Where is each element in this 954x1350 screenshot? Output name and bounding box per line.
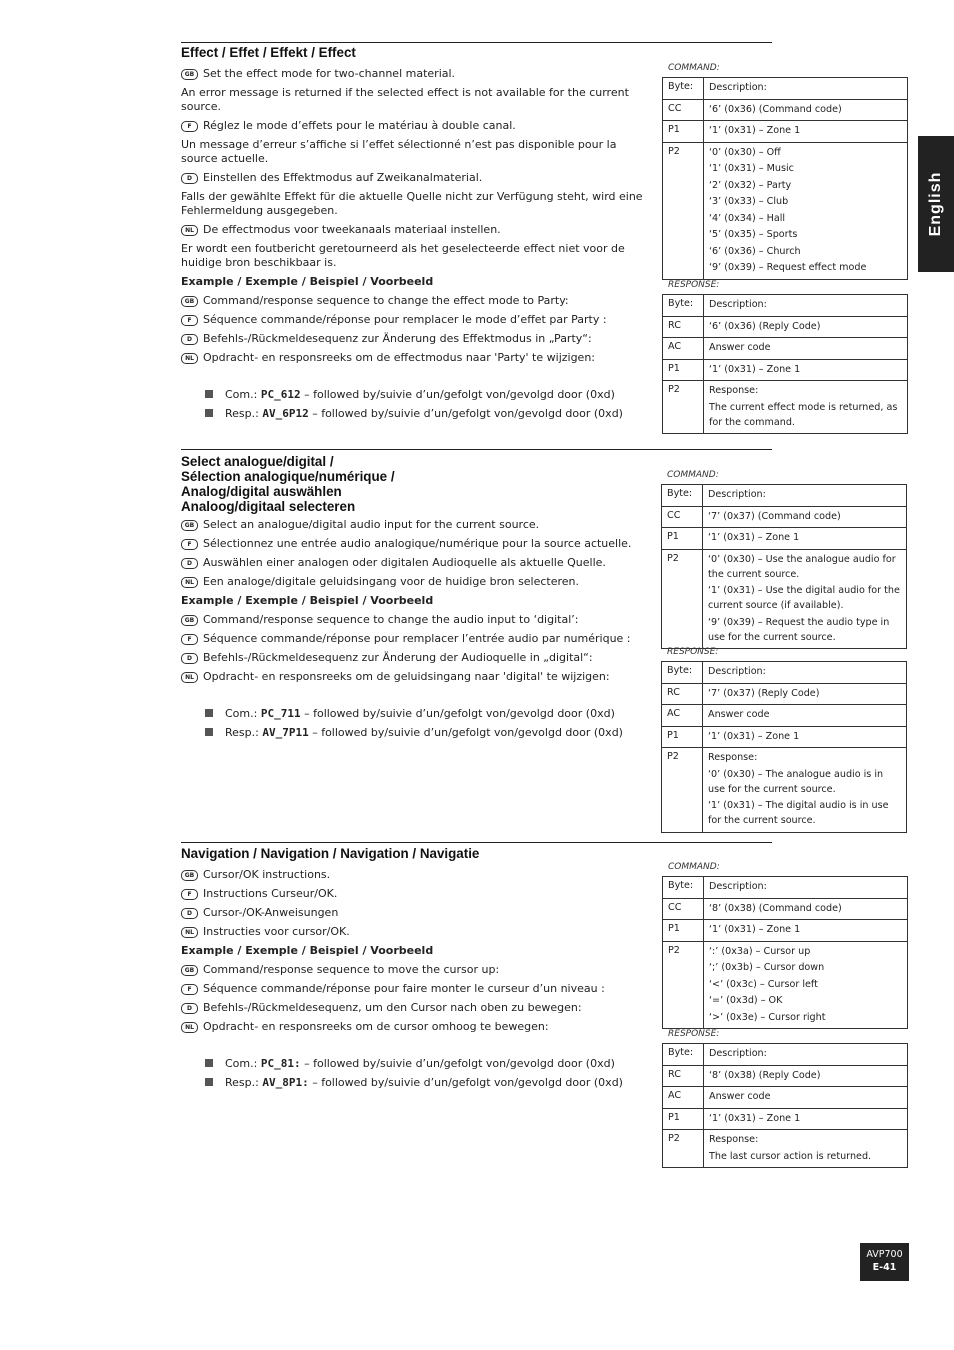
example-line <box>181 1020 656 1034</box>
description-line: Response: <box>709 385 759 396</box>
com-code: PC_612 <box>260 388 301 401</box>
description-line: ‘2’ (0x32) – Party <box>709 179 792 191</box>
command-caption: COMMAND: <box>668 862 720 872</box>
description-line: ‘4’ (0x34) – Hall <box>709 212 786 224</box>
description-line: ‘1’ (0x31) – The digital audio is in use for the current source. <box>708 800 889 826</box>
byte-cell: P1 <box>662 528 703 550</box>
description-line: ‘6’ (0x36) (Command code) <box>709 103 842 115</box>
description-line: ‘0’ (0x30) – The analogue audio is in use for the current source. <box>708 768 884 795</box>
command-caption: COMMAND: <box>668 63 720 73</box>
response-caption: RESPONSE: <box>668 1029 720 1039</box>
language-tab-label: English <box>927 171 944 237</box>
model-name: AVP700 <box>866 1249 903 1260</box>
description-cell <box>704 338 908 360</box>
description-line: The current effect mode is returned, as for the command. <box>709 401 898 428</box>
description-cell <box>703 705 907 727</box>
description-line: Answer code <box>709 342 771 353</box>
description-line: ‘6’ (0x36) (Reply Code) <box>709 320 821 332</box>
table-row <box>663 359 908 381</box>
section-effect <box>181 42 772 60</box>
com-label: Com.: <box>225 707 258 720</box>
byte-cell: P1 <box>663 1108 704 1130</box>
title-line: Sélection analogique/numérique / <box>181 469 395 484</box>
description-cell <box>704 359 908 381</box>
description-line: Answer code <box>708 709 770 720</box>
description-line: ‘<’ (0x3c) – Cursor left <box>709 978 818 990</box>
para-text: Set the effect mode for two-channel material. <box>203 67 456 80</box>
description-cell <box>704 1108 908 1130</box>
byte-cell: Byte: <box>663 877 704 899</box>
description-line: ‘=’ (0x3d) – OK <box>709 995 783 1006</box>
table-row <box>662 485 907 507</box>
byte-cell: P1 <box>662 726 703 748</box>
example-line <box>181 963 656 977</box>
byte-cell: CC <box>663 898 704 920</box>
description-line: ‘5’ (0x35) – Sports <box>709 229 798 240</box>
flag-d-icon: D <box>181 173 198 184</box>
description-cell <box>703 662 907 684</box>
table-row <box>663 295 908 317</box>
com-label: Com.: <box>225 1057 258 1070</box>
description-line: ‘>’ (0x3e) – Cursor right <box>709 1011 826 1023</box>
description-line: ‘8’ (0x38) (Reply Code) <box>709 1069 821 1081</box>
description-line: ‘8’ (0x38) (Command code) <box>709 902 842 914</box>
bullet-square-icon <box>205 728 213 736</box>
example-text: Befehls-/Rückmeldesequenz zur Änderung der Audioquelle in „digital“: <box>203 651 593 664</box>
para-text: Einstellen des Effektmodus auf Zweikanalmaterial. <box>203 171 483 184</box>
para-text: Select an analogue/digital audio input for the current source. <box>203 518 540 531</box>
resp-label: Resp.: <box>225 407 259 420</box>
description-line: ‘7’ (0x37) (Command code) <box>708 510 841 522</box>
para-text: An error message is returned if the selected effect is not available for the current source. <box>181 86 629 113</box>
response-caption: RESPONSE: <box>667 647 719 657</box>
com-code: PC_711 <box>260 707 301 720</box>
example-heading: Example / Exemple / Beispiel / Voorbeeld <box>181 275 434 288</box>
byte-cell: P2 <box>663 142 704 279</box>
para-text: Sélectionnez une entrée audio analogique/numérique pour la source actuelle. <box>203 537 632 550</box>
example-line <box>181 651 656 665</box>
command-table <box>661 484 907 649</box>
page-number-box <box>860 1243 909 1281</box>
table-row <box>663 142 908 279</box>
description-line: ‘0’ (0x30) – Off <box>709 146 781 158</box>
description-line: Response: <box>708 752 758 763</box>
description-cell <box>703 549 907 649</box>
description-cell <box>703 485 907 507</box>
byte-cell: P1 <box>663 121 704 143</box>
description-line: ‘:’ (0x3a) – Cursor up <box>709 945 811 957</box>
para <box>181 887 656 901</box>
para-text: Instructions Curseur/OK. <box>203 887 338 900</box>
byte-cell: CC <box>662 506 703 528</box>
example-text: Opdracht- en responsreeks om de geluidsingang naar 'digital' te wijzigen: <box>203 670 610 683</box>
para <box>181 537 656 551</box>
description-line: ‘7’ (0x37) (Reply Code) <box>708 687 820 699</box>
byte-cell: P2 <box>662 748 703 833</box>
example-text: Séquence commande/réponse pour faire monter le curseur d’un niveau : <box>203 982 605 995</box>
response-table <box>662 294 908 434</box>
byte-cell: Byte: <box>663 1044 704 1066</box>
para <box>181 906 656 920</box>
com-line <box>205 388 656 402</box>
description-line: ‘1’ (0x31) – Zone 1 <box>709 125 801 136</box>
para-text: Instructies voor cursor/OK. <box>203 925 350 938</box>
bullet-square-icon <box>205 1078 213 1086</box>
table-row <box>663 1108 908 1130</box>
com-rest: – followed by/suivie d’un/gefolgt von/gevolgd door (0xd) <box>304 1057 615 1070</box>
flag-gb-icon: GB <box>181 69 198 80</box>
byte-cell: RC <box>663 316 704 338</box>
example-text: Command/response sequence to change the audio input to ‘digital’: <box>203 613 579 626</box>
byte-cell: AC <box>663 338 704 360</box>
description-cell <box>704 121 908 143</box>
description-cell <box>704 142 908 279</box>
command-table-analogue <box>661 470 907 649</box>
resp-label: Resp.: <box>225 1076 259 1089</box>
example-line <box>181 351 656 365</box>
flag-nl-icon: NL <box>181 577 198 588</box>
table-row <box>663 1065 908 1087</box>
byte-cell: RC <box>662 683 703 705</box>
example-line <box>181 332 656 346</box>
flag-nl-icon: NL <box>181 927 198 938</box>
description-cell <box>703 506 907 528</box>
para <box>181 556 656 570</box>
flag-nl-icon: NL <box>181 225 198 236</box>
byte-cell: Byte: <box>662 662 703 684</box>
example-text: Opdracht- en responsreeks om de cursor omhoog te bewegen: <box>203 1020 549 1033</box>
table-row <box>663 338 908 360</box>
resp-rest: – followed by/suivie d’un/gefolgt von/gevolgd door (0xd) <box>312 407 623 420</box>
example-text: Befehls-/Rückmeldesequenz zur Änderung des Effektmodus in „Party“: <box>203 332 592 345</box>
command-table-effect <box>662 63 908 280</box>
flag-gb-icon: GB <box>181 520 198 531</box>
example-line <box>181 1001 656 1015</box>
para <box>181 242 656 270</box>
para <box>181 575 656 589</box>
description-line: ‘9’ (0x39) – Request effect mode <box>709 262 867 273</box>
description-line: ‘6’ (0x36) – Church <box>709 245 801 257</box>
table-row <box>663 877 908 899</box>
response-table-analogue <box>661 647 907 833</box>
table-row <box>662 528 907 550</box>
resp-code: AV_8P1: <box>262 1076 309 1089</box>
description-line: Description: <box>709 82 767 93</box>
byte-cell: Byte: <box>662 485 703 507</box>
bullet-square-icon <box>205 409 213 417</box>
command-table-navigation <box>662 862 908 1029</box>
example-line <box>181 613 656 627</box>
description-line: ‘1’ (0x31) – Zone 1 <box>709 1112 801 1124</box>
command-table <box>662 876 908 1029</box>
para <box>181 171 656 185</box>
example-heading: Example / Exemple / Beispiel / Voorbeeld <box>181 594 434 607</box>
description-cell <box>704 1065 908 1087</box>
description-line: Description: <box>708 666 766 677</box>
byte-cell: P2 <box>663 381 704 434</box>
description-line: Description: <box>709 881 767 892</box>
com-rest: – followed by/suivie d’un/gefolgt von/gevolgd door (0xd) <box>304 388 615 401</box>
example-line <box>181 632 656 646</box>
table-row <box>663 1130 908 1168</box>
title-line: Analoog/digitaal selecteren <box>181 499 356 514</box>
description-line: ‘1’ (0x31) – Zone 1 <box>708 532 800 543</box>
response-table-navigation <box>662 1029 908 1168</box>
description-cell <box>704 381 908 434</box>
com-label: Com.: <box>225 388 258 401</box>
para <box>181 86 656 114</box>
com-rest: – followed by/suivie d’un/gefolgt von/gevolgd door (0xd) <box>304 707 615 720</box>
table-row <box>662 549 907 649</box>
example-heading: Example / Exemple / Beispiel / Voorbeeld <box>181 944 434 957</box>
response-table-effect <box>662 280 908 434</box>
byte-cell: Byte: <box>663 295 704 317</box>
byte-cell: AC <box>662 705 703 727</box>
byte-cell: P1 <box>663 359 704 381</box>
resp-rest: – followed by/suivie d’un/gefolgt von/gevolgd door (0xd) <box>312 1076 623 1089</box>
flag-d-icon: D <box>181 653 198 664</box>
section-analogue-digital-body <box>181 518 656 745</box>
example-text: Befehls-/Rückmeldesequenz, um den Cursor nach oben zu bewegen: <box>203 1001 582 1014</box>
byte-cell: P2 <box>662 549 703 649</box>
description-line: ‘1’ (0x31) – Use the digital audio for the current source (if available). <box>708 585 900 611</box>
description-cell <box>704 78 908 100</box>
flag-d-icon: D <box>181 908 198 919</box>
flag-d-icon: D <box>181 558 198 569</box>
byte-cell: P2 <box>663 1130 704 1168</box>
flag-nl-icon: NL <box>181 672 198 683</box>
table-row <box>663 941 908 1029</box>
page-number: E-41 <box>872 1262 897 1273</box>
table-row <box>663 898 908 920</box>
description-line: ‘;’ (0x3b) – Cursor down <box>709 962 825 973</box>
response-table <box>661 661 907 833</box>
byte-cell: P2 <box>663 941 704 1029</box>
bullet-square-icon <box>205 709 213 717</box>
description-line: ‘3’ (0x33) – Club <box>709 196 789 207</box>
para-text: De effectmodus voor tweekanaals materiaal instellen. <box>203 223 501 236</box>
section-navigation-body <box>181 868 656 1095</box>
table-row <box>662 683 907 705</box>
table-row <box>663 316 908 338</box>
table-row <box>663 920 908 942</box>
resp-code: AV_7P11 <box>262 726 309 739</box>
flag-f-icon: F <box>181 984 198 995</box>
flag-gb-icon: GB <box>181 870 198 881</box>
para <box>181 190 656 218</box>
description-line: Description: <box>708 489 766 500</box>
description-line: The last cursor action is returned. <box>709 1150 872 1162</box>
table-row <box>662 748 907 833</box>
language-tab <box>918 136 954 272</box>
example-text: Command/response sequence to change the effect mode to Party: <box>203 294 569 307</box>
flag-f-icon: F <box>181 889 198 900</box>
description-cell <box>704 316 908 338</box>
command-caption: COMMAND: <box>667 470 719 480</box>
para-text: Réglez le mode d’effets pour le matériau à double canal. <box>203 119 516 132</box>
byte-cell: P1 <box>663 920 704 942</box>
description-cell <box>703 748 907 833</box>
com-line <box>205 1057 656 1071</box>
description-cell <box>703 726 907 748</box>
table-row <box>663 121 908 143</box>
description-cell <box>704 99 908 121</box>
flag-gb-icon: GB <box>181 965 198 976</box>
para <box>181 518 656 532</box>
response-table <box>662 1043 908 1168</box>
description-cell <box>704 898 908 920</box>
description-line: Response: <box>709 1134 759 1145</box>
para <box>181 138 656 166</box>
description-line: ‘1’ (0x31) – Zone 1 <box>708 730 800 742</box>
flag-gb-icon: GB <box>181 615 198 626</box>
table-row <box>662 705 907 727</box>
table-row <box>662 662 907 684</box>
para <box>181 925 656 939</box>
resp-line <box>205 1076 656 1090</box>
para-text: Auswählen einer analogen oder digitalen Audioquelle als aktuelle Quelle. <box>203 556 606 569</box>
flag-f-icon: F <box>181 539 198 550</box>
flag-nl-icon: NL <box>181 1022 198 1033</box>
description-line: Answer code <box>709 1091 771 1102</box>
para-text: Cursor-/OK-Anweisungen <box>203 906 339 919</box>
description-line: Description: <box>709 1048 767 1059</box>
table-row <box>663 1087 908 1109</box>
response-caption: RESPONSE: <box>668 280 720 290</box>
para <box>181 67 656 81</box>
section-title: Navigation / Navigation / Navigation / Navigatie <box>181 846 480 861</box>
byte-cell: RC <box>663 1065 704 1087</box>
para <box>181 119 656 133</box>
resp-code: AV_6P12 <box>262 407 309 420</box>
description-cell <box>704 1130 908 1168</box>
table-row <box>663 1044 908 1066</box>
resp-line <box>205 726 656 740</box>
resp-rest: – followed by/suivie d’un/gefolgt von/gevolgd door (0xd) <box>312 726 623 739</box>
flag-gb-icon: GB <box>181 296 198 307</box>
flag-d-icon: D <box>181 1003 198 1014</box>
description-cell <box>703 528 907 550</box>
para <box>181 223 656 237</box>
para <box>181 868 656 882</box>
table-row <box>662 726 907 748</box>
description-cell <box>704 1044 908 1066</box>
section-navigation <box>181 842 772 861</box>
table-row <box>663 78 908 100</box>
description-line: ‘0’ (0x30) – Use the analogue audio for the current source. <box>708 553 896 580</box>
section-title: Effect / Effet / Effekt / Effect <box>181 45 356 60</box>
byte-cell: AC <box>663 1087 704 1109</box>
section-effect-body <box>181 67 656 426</box>
example-text: Séquence commande/réponse pour remplacer l’entrée audio par numérique : <box>203 632 631 645</box>
title-line: Analog/digital auswählen <box>181 484 342 499</box>
description-cell <box>704 920 908 942</box>
resp-label: Resp.: <box>225 726 259 739</box>
flag-f-icon: F <box>181 121 198 132</box>
description-cell <box>704 1087 908 1109</box>
table-row <box>663 99 908 121</box>
byte-cell: CC <box>663 99 704 121</box>
com-code: PC_81: <box>260 1057 301 1070</box>
example-text: Command/response sequence to move the cursor up: <box>203 963 500 976</box>
table-row <box>663 381 908 434</box>
para-text: Er wordt een foutbericht geretourneerd als het geselecteerde effect niet voor de huidige bron beschikbaar is. <box>181 242 625 269</box>
para-text: Cursor/OK instructions. <box>203 868 331 881</box>
byte-cell: Byte: <box>663 78 704 100</box>
para-text: Un message d’erreur s’affiche si l’effet sélectionné n’est pas disponible pour la source actuelle. <box>181 138 617 165</box>
example-line <box>181 313 656 327</box>
resp-line <box>205 407 656 421</box>
bullet-square-icon <box>205 1059 213 1067</box>
description-cell <box>704 941 908 1029</box>
description-line: ‘1’ (0x31) – Music <box>709 163 794 174</box>
flag-f-icon: F <box>181 315 198 326</box>
title-line: Select analogue/digital / <box>181 454 334 469</box>
flag-nl-icon: NL <box>181 353 198 364</box>
description-cell <box>704 877 908 899</box>
description-line: ‘1’ (0x31) – Zone 1 <box>709 924 801 935</box>
example-line <box>181 982 656 996</box>
example-text: Opdracht- en responsreeks om de effectmodus naar 'Party' te wijzigen: <box>203 351 596 364</box>
table-row <box>662 506 907 528</box>
bullet-square-icon <box>205 390 213 398</box>
para-text: Falls der gewählte Effekt für die aktuelle Quelle nicht zur Verfügung steht, wird eine Fehlermeldung ausgegeben. <box>181 190 643 217</box>
example-line <box>181 670 656 684</box>
command-table <box>662 77 908 280</box>
description-line: Description: <box>709 299 767 310</box>
example-text: Séquence commande/réponse pour remplacer le mode d’effet par Party : <box>203 313 607 326</box>
description-cell <box>704 295 908 317</box>
flag-f-icon: F <box>181 634 198 645</box>
com-line <box>205 707 656 721</box>
description-cell <box>703 683 907 705</box>
flag-d-icon: D <box>181 334 198 345</box>
example-line <box>181 294 656 308</box>
para-text: Een analoge/digitale geluidsingang voor de huidige bron selecteren. <box>203 575 580 588</box>
description-line: ‘9’ (0x39) – Request the audio type in use for the current source. <box>708 616 890 643</box>
description-line: ‘1’ (0x31) – Zone 1 <box>709 363 801 375</box>
